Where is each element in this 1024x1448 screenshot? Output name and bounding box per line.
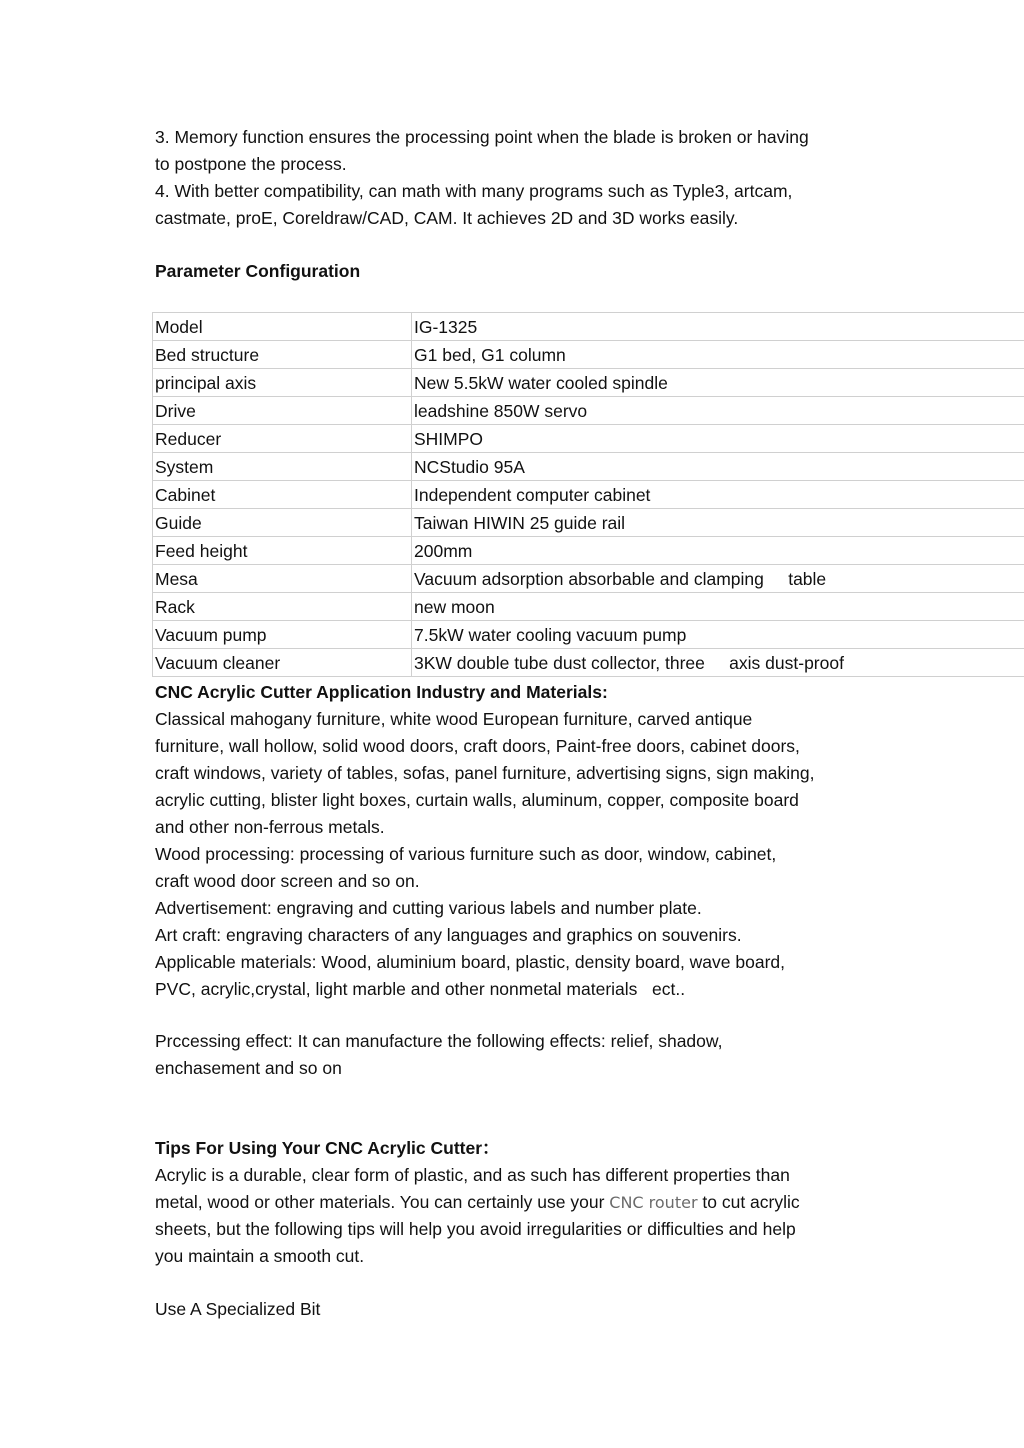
spec-value: IG-1325 xyxy=(412,313,1024,341)
spec-value: 200mm xyxy=(412,537,1024,565)
spec-value: Independent computer cabinet xyxy=(412,481,1024,509)
intro-line: to postpone the process. xyxy=(155,154,347,174)
application-line: Advertisement: engraving and cutting various labels and number plate. xyxy=(155,898,702,918)
application-line: Applicable materials: Wood, aluminium board, plastic, density board, wave board, xyxy=(155,952,785,972)
tips-line: sheets, but the following tips will help you avoid irregularities or difficulties and help xyxy=(155,1219,796,1239)
spec-value: G1 bed, G1 column xyxy=(412,341,1024,369)
table-row xyxy=(153,397,1024,425)
spec-key: Reducer xyxy=(153,425,412,453)
intro-paragraph xyxy=(155,124,885,232)
intro-line: 3. Memory function ensures the processing point when the blade is broken or having xyxy=(155,127,809,147)
parameter-heading: Parameter Configuration xyxy=(155,261,361,281)
spec-key: Guide xyxy=(153,509,412,537)
table-row xyxy=(153,537,1024,565)
tips-line: you maintain a smooth cut. xyxy=(155,1246,365,1266)
spec-value: SHIMPO xyxy=(412,425,1024,453)
application-heading: CNC Acrylic Cutter Application Industry and Materials: xyxy=(155,682,608,702)
spec-key: Model xyxy=(153,313,412,341)
spec-value: Taiwan HIWIN 25 guide rail xyxy=(412,509,1024,537)
table-row xyxy=(153,565,1024,593)
spec-value: new moon xyxy=(412,593,1024,621)
effect-paragraph xyxy=(155,1028,885,1082)
table-row xyxy=(153,621,1024,649)
application-line: and other non-ferrous metals. xyxy=(155,817,385,837)
application-line: craft windows, variety of tables, sofas, panel furniture, advertising signs, sign making, xyxy=(155,763,815,783)
spec-key: Vacuum pump xyxy=(153,621,412,649)
table-row xyxy=(153,425,1024,453)
tips-line xyxy=(155,1189,885,1216)
spec-value: 7.5kW water cooling vacuum pump xyxy=(412,621,1024,649)
tips-heading: Tips For Using Your CNC Acrylic Cutter： xyxy=(155,1138,500,1158)
application-line: furniture, wall hollow, solid wood doors, craft doors, Paint-free doors, cabinet doors, xyxy=(155,736,800,756)
application-line: PVC, acrylic,crystal, light marble and other nonmetal materials ect.. xyxy=(155,979,686,999)
application-line: Classical mahogany furniture, white wood European furniture, carved antique xyxy=(155,709,753,729)
table-row xyxy=(153,313,1024,341)
intro-line: castmate, proE, Coreldraw/CAD, CAM. It achieves 2D and 3D works easily. xyxy=(155,208,739,228)
spec-table xyxy=(152,312,1024,677)
tips-text: metal, wood or other materials. You can certainly use your xyxy=(155,1192,610,1212)
spec-key: Vacuum cleaner xyxy=(153,649,412,677)
spec-value: Vacuum adsorption absorbable and clamping table xyxy=(412,565,1024,593)
spec-key: Cabinet xyxy=(153,481,412,509)
spec-key: Drive xyxy=(153,397,412,425)
spec-key: System xyxy=(153,453,412,481)
table-row xyxy=(153,593,1024,621)
application-line: Art craft: engraving characters of any languages and graphics on souvenirs. xyxy=(155,925,742,945)
spec-key: Feed height xyxy=(153,537,412,565)
application-section xyxy=(155,679,885,1003)
cnc-router-link[interactable]: CNC router xyxy=(609,1193,698,1212)
effect-line: Prccessing effect: It can manufacture the following effects: relief, shadow, xyxy=(155,1031,723,1051)
effect-line: enchasement and so on xyxy=(155,1058,342,1078)
table-row xyxy=(153,369,1024,397)
spec-value: NCStudio 95A xyxy=(412,453,1024,481)
spec-key: Bed structure xyxy=(153,341,412,369)
table-row xyxy=(153,649,1024,677)
tips-text: to cut acrylic xyxy=(697,1192,800,1212)
table-row xyxy=(153,453,1024,481)
spec-key: Rack xyxy=(153,593,412,621)
tips-line: Acrylic is a durable, clear form of plastic, and as such has different properties than xyxy=(155,1165,790,1185)
table-row xyxy=(153,481,1024,509)
application-line: acrylic cutting, blister light boxes, curtain walls, aluminum, copper, composite board xyxy=(155,790,799,810)
application-line: craft wood door screen and so on. xyxy=(155,871,420,891)
spec-value: leadshine 850W servo xyxy=(412,397,1024,425)
table-row xyxy=(153,509,1024,537)
spec-value: 3KW double tube dust collector, three axis dust-proof xyxy=(412,649,1024,677)
spec-key: principal axis xyxy=(153,369,412,397)
table-row xyxy=(153,341,1024,369)
spec-value: New 5.5kW water cooled spindle xyxy=(412,369,1024,397)
spec-key: Mesa xyxy=(153,565,412,593)
intro-line: 4. With better compatibility, can math with many programs such as Typle3, artcam, xyxy=(155,181,793,201)
specialized-bit-heading: Use A Specialized Bit xyxy=(155,1299,321,1319)
tips-section xyxy=(155,1135,885,1270)
application-line: Wood processing: processing of various furniture such as door, window, cabinet, xyxy=(155,844,777,864)
